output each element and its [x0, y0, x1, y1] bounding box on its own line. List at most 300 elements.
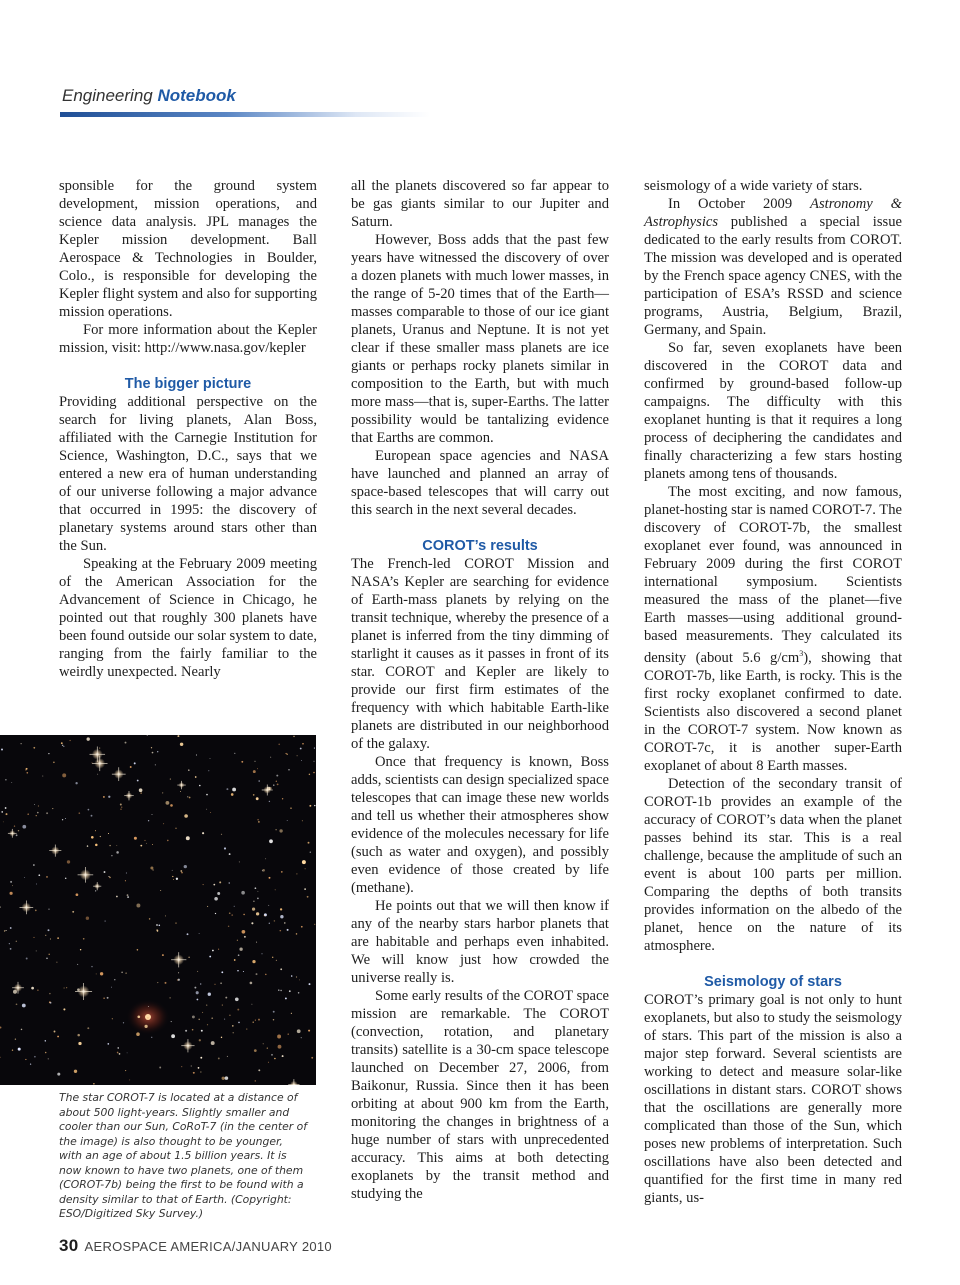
star-corot-7 — [145, 1014, 151, 1020]
star — [184, 865, 187, 868]
star — [178, 979, 180, 981]
star — [269, 801, 270, 802]
star — [261, 953, 262, 954]
star — [314, 748, 315, 749]
paragraph: sponsible for the ground system development, mission operations, and science data analysis. JPL manages the Kepler mission development. Ball Aerospace & Technologies in Boulder, Colo., is responsible for developing the Kepler flight system and also for supporting mission operations. — [59, 178, 317, 320]
star — [46, 957, 48, 959]
star — [150, 866, 153, 869]
star — [280, 968, 282, 970]
star — [299, 979, 300, 980]
star — [291, 1013, 292, 1014]
star — [100, 972, 103, 975]
star — [34, 1056, 36, 1058]
paragraph: Once that frequency is known, Boss adds, scientists can design specialized space telescopes that can image these new worlds and tell us whether their atmospheres show evidence of the molecules necessary for life (such as water and oxygen), and possibly even evidence of those created by life (methane). — [351, 754, 609, 896]
star — [6, 930, 7, 931]
star — [35, 910, 37, 912]
star — [50, 939, 51, 940]
star — [181, 1066, 182, 1067]
star — [300, 748, 302, 750]
star — [274, 920, 276, 922]
star — [166, 801, 170, 805]
star — [262, 870, 263, 871]
star — [144, 840, 145, 841]
star — [187, 933, 189, 935]
star — [9, 943, 10, 944]
star — [191, 1066, 192, 1067]
star — [256, 942, 257, 943]
star — [49, 993, 50, 994]
star — [173, 879, 174, 880]
star — [109, 845, 110, 846]
star — [157, 751, 158, 752]
star — [120, 809, 121, 810]
star — [309, 774, 310, 775]
star — [192, 1029, 194, 1031]
paragraph — [644, 195, 902, 339]
star — [276, 781, 277, 782]
star — [221, 1037, 222, 1038]
star — [234, 906, 235, 907]
star — [272, 957, 273, 958]
star — [207, 1024, 208, 1025]
star — [301, 760, 302, 761]
star — [207, 906, 208, 907]
star — [175, 828, 176, 829]
star — [276, 775, 278, 777]
star — [72, 911, 74, 913]
star — [18, 830, 19, 831]
star — [80, 949, 81, 950]
star — [16, 834, 18, 836]
star — [268, 905, 269, 906]
star — [105, 921, 106, 922]
paragraph: So far, seven exoplanets have been discovered in the COROT data and confirmed by ground-based follow-up campaigns. The difficulty with this exoplanet hunting is that it requires a long process of deciphering the candidates and finally characterizing a few stars hosting planets among tens of thousands. — [644, 340, 902, 482]
star — [296, 933, 298, 935]
star — [57, 1036, 59, 1038]
section-heading-bigger-picture: The bigger picture — [124, 376, 252, 392]
paragraph: However, Boss adds that the past few years have witnessed the discovery of over a dozen planets with much lower masses, in the range of 5-20 times that of the Earth—masses comparable to those of our ice giant planets, Uranus and Neptune. It is not yet clear if these smaller mass planets are ice giants or perhaps rocky planets similar in composition to the Earth, but with much more mass—that is, super-Earths. The latter possibility would be tantalizing evidence that Earths are common. — [351, 232, 609, 446]
star — [273, 785, 274, 786]
star — [194, 987, 196, 989]
star — [282, 798, 283, 799]
star — [196, 755, 197, 756]
star — [314, 805, 315, 806]
star — [134, 762, 136, 764]
star — [293, 736, 295, 738]
star — [95, 830, 96, 831]
star — [75, 782, 77, 784]
star — [211, 1041, 215, 1045]
star — [157, 982, 158, 983]
star — [307, 896, 309, 898]
star — [125, 972, 126, 973]
star — [38, 805, 39, 806]
star — [10, 881, 12, 883]
column-2 — [351, 177, 609, 1203]
star — [258, 1069, 260, 1071]
star — [208, 770, 209, 771]
star — [200, 983, 201, 984]
star — [197, 971, 198, 972]
star — [119, 1053, 121, 1055]
star — [45, 1040, 46, 1041]
star — [163, 823, 164, 824]
star — [222, 1077, 225, 1080]
star — [208, 993, 211, 996]
star — [246, 1029, 247, 1030]
star — [206, 809, 207, 810]
star — [297, 755, 298, 756]
star — [221, 834, 222, 835]
star — [284, 922, 285, 923]
star — [27, 813, 29, 815]
star — [93, 1083, 95, 1085]
star — [287, 929, 289, 931]
star — [280, 915, 283, 918]
star — [239, 861, 240, 862]
star — [200, 1072, 201, 1073]
star — [33, 747, 35, 749]
star — [308, 1030, 310, 1032]
star — [178, 972, 179, 973]
star — [282, 1055, 284, 1057]
star — [241, 891, 245, 895]
star — [10, 892, 13, 895]
star — [252, 907, 255, 910]
star — [109, 877, 110, 878]
star — [21, 1029, 23, 1031]
header-rule — [60, 112, 430, 117]
star — [277, 783, 279, 785]
star — [255, 1080, 257, 1082]
star — [269, 839, 273, 843]
section-label: Engineering — [62, 86, 153, 105]
star — [48, 1058, 49, 1059]
star — [290, 807, 292, 809]
star — [229, 912, 231, 914]
star — [36, 884, 37, 885]
star — [275, 829, 276, 830]
star — [237, 940, 238, 941]
star — [130, 766, 132, 768]
star — [162, 792, 163, 793]
star — [251, 1004, 252, 1005]
star — [256, 797, 259, 800]
star — [198, 1019, 199, 1020]
star — [86, 917, 89, 920]
star — [152, 869, 153, 870]
star — [304, 888, 306, 890]
star — [218, 949, 219, 950]
star — [54, 1031, 56, 1033]
star — [100, 836, 101, 837]
star — [103, 796, 105, 798]
star — [33, 937, 34, 938]
star — [264, 915, 265, 916]
star — [169, 997, 170, 998]
star — [127, 1052, 128, 1053]
star — [237, 1009, 239, 1011]
star — [137, 949, 139, 951]
star — [159, 1067, 161, 1069]
star — [167, 840, 169, 842]
star — [285, 753, 286, 754]
star — [237, 970, 238, 971]
star — [136, 1032, 140, 1036]
star — [244, 936, 246, 938]
star — [147, 1017, 148, 1018]
star — [227, 1056, 228, 1057]
star — [6, 813, 8, 815]
star — [87, 845, 88, 846]
star — [202, 832, 204, 834]
star — [125, 1070, 126, 1071]
star — [229, 882, 230, 883]
star — [197, 999, 199, 1001]
star — [171, 1021, 172, 1022]
star — [108, 833, 109, 834]
star — [57, 1073, 60, 1076]
star — [123, 1022, 124, 1023]
star — [255, 887, 257, 889]
star — [277, 1035, 281, 1039]
star — [114, 979, 115, 980]
star — [252, 960, 255, 963]
star — [48, 753, 49, 754]
star — [250, 982, 253, 985]
star — [21, 743, 22, 744]
star — [116, 851, 119, 854]
star — [267, 1048, 268, 1049]
star — [118, 1047, 119, 1048]
star — [126, 872, 127, 873]
star — [3, 822, 4, 823]
star — [243, 971, 244, 972]
star — [287, 820, 288, 821]
star — [184, 814, 188, 818]
paragraph: Providing additional perspective on the search for living planets, Alan Boss, affiliated with the Carnegie Institution for Science, Washington, D.C., says that we entered a new era of human understanding of our universe following a major advance that occurred in 1995: the discovery of planetary systems around stars other than the Sun. — [59, 394, 317, 554]
star — [97, 774, 98, 775]
star — [311, 1057, 313, 1059]
star — [1, 811, 3, 813]
star — [309, 983, 311, 985]
star — [137, 780, 139, 782]
paragraph: European space agencies and NASA have launched and planned an array of space-based telescopes that will carry out this search in the next several decades. — [351, 448, 609, 518]
star — [177, 980, 178, 981]
star — [34, 804, 35, 805]
star — [37, 812, 39, 814]
star — [12, 885, 13, 886]
star — [155, 764, 156, 765]
star — [160, 890, 161, 891]
star — [76, 893, 79, 896]
star — [116, 845, 117, 846]
star — [152, 814, 153, 815]
star — [257, 768, 258, 769]
star — [22, 825, 26, 829]
star — [238, 954, 240, 956]
star — [206, 1004, 207, 1005]
star — [134, 837, 137, 840]
star — [214, 897, 218, 901]
star — [273, 1011, 275, 1013]
star — [308, 842, 310, 844]
star — [198, 1067, 200, 1069]
star — [213, 884, 215, 886]
star — [107, 1043, 109, 1045]
section-header — [62, 86, 236, 106]
star — [187, 796, 188, 797]
star — [172, 876, 173, 877]
star — [211, 1017, 213, 1019]
star — [53, 762, 55, 764]
star — [258, 821, 260, 823]
star — [269, 877, 271, 879]
star — [95, 890, 96, 891]
star — [171, 1034, 175, 1038]
star — [279, 829, 282, 832]
star — [238, 1022, 240, 1024]
star — [37, 989, 39, 991]
star — [31, 987, 34, 990]
star — [231, 793, 234, 796]
star — [278, 989, 279, 990]
star — [228, 926, 229, 927]
star — [274, 1058, 276, 1060]
star — [214, 984, 215, 985]
paragraph: He points out that we will then know if any of the nearby stars harbor planets that are habitable and perhaps even inhabited. We will know just how crowded the universe really is. — [351, 898, 609, 986]
star — [121, 806, 122, 807]
star — [193, 1072, 195, 1074]
paragraph-text: In October 2009 — [668, 196, 811, 212]
star — [313, 761, 314, 762]
star — [257, 819, 259, 821]
star — [65, 878, 66, 879]
star — [188, 957, 189, 958]
star — [280, 990, 281, 991]
star — [212, 950, 214, 952]
star — [96, 973, 97, 974]
star — [139, 788, 143, 792]
star — [221, 971, 223, 973]
star — [77, 964, 78, 965]
paragraph: For more information about the Kepler mission, visit: http://www.nasa.gov/kepler — [59, 322, 317, 356]
star — [302, 860, 306, 864]
star — [48, 954, 49, 955]
star — [91, 815, 93, 817]
star — [14, 825, 15, 826]
star — [251, 922, 253, 924]
star — [144, 1025, 147, 1028]
star — [26, 768, 28, 770]
star — [180, 743, 183, 746]
star — [202, 1012, 203, 1013]
paragraph: The French-led COROT Mission and NASA’s Kepler are searching for evidence of Earth-mass planets by relying on the transit technique, whereby the presence of a planet is inferred from the tiny dimming of starlight it causes as it passes in front of its star. COROT and Kepler are likely to provide our first firm estimates of the frequency with which habitable Earth-like planets are distributed in our neighborhood of the galaxy. — [351, 556, 609, 752]
star — [210, 812, 211, 813]
star — [242, 930, 246, 934]
star — [170, 804, 173, 807]
star — [288, 1034, 289, 1035]
star — [108, 796, 110, 798]
star — [280, 930, 282, 932]
star — [69, 740, 70, 741]
star — [61, 742, 63, 744]
star — [253, 794, 255, 796]
paragraph — [644, 483, 902, 775]
star — [313, 772, 315, 774]
star — [222, 1005, 223, 1006]
star — [108, 876, 109, 877]
star — [314, 924, 315, 925]
star — [136, 904, 140, 908]
page-number: 30 — [59, 1236, 79, 1255]
section-heading-corot-results: COROT’s results — [422, 538, 538, 554]
star — [172, 870, 173, 871]
star — [175, 922, 176, 923]
star — [5, 807, 7, 809]
paragraph: Some early results of the COROT space mission are remarkable. The COROT (convection, rotation, and planetary transits) satellite is a 30-cm space telescope launched on December 27, 2006, from Baikonur, Russia. Since then it has been orbiting at about 900 km from the Earth, monitoring the changes in brightness of a huge number of stars with unprecedented accuracy. This aims at both detecting exoplanets by the transit method and studying the — [351, 988, 609, 1202]
star — [42, 776, 43, 777]
star — [239, 948, 242, 951]
star — [15, 1039, 16, 1040]
star — [25, 1059, 26, 1060]
star — [278, 744, 280, 746]
star — [270, 757, 271, 758]
paragraph: Speaking at the February 2009 meeting of the American Association for the Advancement of Science in Chicago, he pointed out that roughly 300 planets have been found outside our solar system to date, ranging from the fairly familiar to the weirdly unexpected. Nearly — [59, 556, 317, 680]
star — [91, 836, 94, 839]
star — [127, 894, 129, 896]
star — [203, 884, 204, 885]
star — [189, 797, 191, 799]
star — [52, 808, 53, 809]
star — [235, 997, 239, 1001]
star — [296, 873, 297, 874]
star — [10, 948, 12, 950]
star — [159, 925, 161, 927]
star — [87, 737, 90, 740]
star — [199, 933, 200, 934]
star — [199, 1039, 201, 1041]
page-footer — [59, 1236, 332, 1256]
paragraph: all the planets discovered so far appear to be gas giants similar to our Jupiter and Saturn. — [351, 178, 609, 230]
superscript: 3 — [799, 649, 804, 658]
star — [285, 997, 287, 999]
star — [65, 818, 66, 819]
star — [232, 788, 236, 792]
star — [276, 960, 277, 961]
star — [254, 1049, 257, 1052]
star — [22, 1004, 26, 1008]
star — [36, 815, 37, 816]
star — [79, 812, 81, 814]
star — [258, 780, 260, 782]
star — [83, 938, 85, 940]
star — [196, 991, 199, 994]
star — [38, 874, 40, 876]
journal-title: Astronomy & Astrophysics — [644, 196, 902, 230]
star — [36, 950, 37, 951]
star — [151, 1037, 152, 1038]
star — [281, 871, 283, 873]
star — [67, 860, 70, 863]
star — [206, 794, 208, 796]
star — [253, 1022, 254, 1023]
star — [88, 809, 90, 811]
star — [301, 1037, 302, 1038]
star — [231, 914, 233, 916]
star — [62, 773, 66, 777]
star — [185, 1030, 187, 1032]
